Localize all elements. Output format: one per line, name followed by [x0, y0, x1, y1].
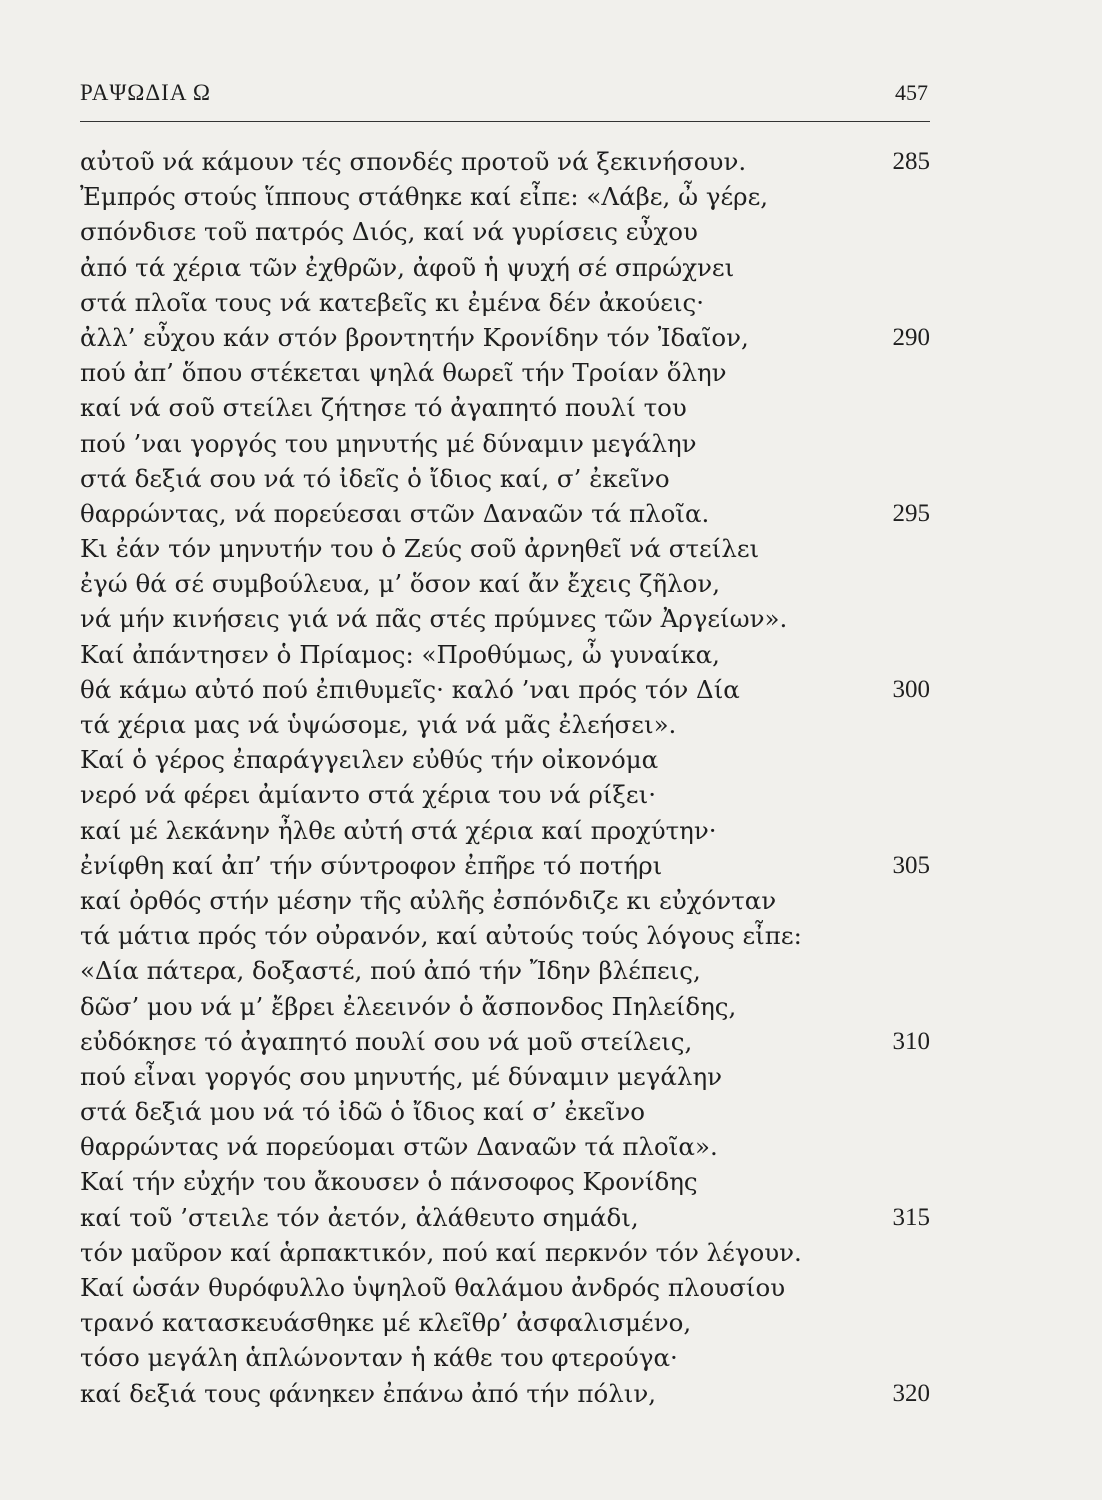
verse-text: καί μέ λεκάνην ἦλθε αὐτή στά χέρια καί προχύτην·	[80, 815, 717, 845]
verse-text: δῶσ’ μου νά μ’ ἔβρει ἐλεεινόν ὁ ἄσπονδος Πηλείδης,	[80, 991, 737, 1021]
line-number: 300	[892, 675, 930, 703]
verse-line	[80, 1164, 940, 1199]
verse-line	[80, 742, 940, 777]
verse-text: στά δεξιά σου νά τό ἰδεῖς ὁ ἴδιος καί, σ’ ἐκεῖνο	[80, 463, 670, 493]
verse-text: θά κάμω αὐτό πού ἐπιθυμεῖς· καλό ’ναι πρός τόν Δία	[80, 674, 740, 704]
verse-line	[80, 707, 940, 742]
verse-text: στά δεξιά μου νά τό ἰδῶ ὁ ἴδιος καί σ’ ἐκεῖνο	[80, 1097, 645, 1127]
verse-line	[80, 813, 940, 848]
verse-line	[80, 1200, 940, 1235]
verse-text: πού ἀπ’ ὅπου στέκεται ψηλά θωρεῖ τήν Τροίαν ὅλην	[80, 358, 727, 388]
verse-line	[80, 390, 940, 425]
verse-text: Καί ὁ γέρος ἐπαράγγειλεν εὐθύς τήν οἰκονόμα	[80, 745, 659, 775]
verse-line	[80, 461, 940, 496]
line-number: 295	[892, 499, 930, 527]
verse-text: Καί ὡσάν θυρόφυλλο ὑψηλοῦ θαλάμου ἀνδρός πλουσίου	[80, 1273, 786, 1302]
line-number: 290	[892, 323, 930, 351]
verse-line	[80, 1376, 940, 1411]
verse-line	[80, 1059, 940, 1094]
verse-text: πού εἶναι γοργός σου μηνυτής, μέ δύναμιν μεγάλην	[80, 1061, 723, 1091]
verse-line	[80, 1340, 940, 1375]
verse-line	[80, 672, 940, 707]
verse-text: τά μάτια πρός τόν οὐρανόν, καί αὐτούς τούς λόγους εἶπε:	[80, 921, 802, 951]
verse-text: τρανό κατασκευάσθηκε μέ κλεῖθρ’ ἀσφαλισμένο,	[80, 1308, 692, 1338]
verse-line	[80, 953, 940, 988]
verse-text: τά χέρια μας νά ὑψώσομε, γιά νά μᾶς ἐλεήσει».	[80, 710, 677, 739]
verse-line	[80, 1235, 940, 1270]
line-number: 285	[892, 148, 930, 175]
verse-text: «Δία πάτερα, δοξαστέ, πού ἀπό τήν Ἴδην βλέπεις,	[80, 956, 701, 986]
verse-line	[80, 883, 940, 918]
line-number: 315	[892, 1203, 930, 1231]
line-number: 310	[892, 1027, 930, 1055]
verse-line	[80, 1024, 940, 1059]
verse-list	[80, 144, 940, 1411]
verse-text: Κι ἐάν τόν μηνυτήν του ὁ Ζεύς σοῦ ἀρνηθεῖ νά στείλει	[80, 534, 760, 564]
verse-text: στά πλοῖα τους νά κατεβεῖς κι ἐμένα δέν ἀκούεις·	[80, 287, 705, 317]
verse-text: πού ’ναι γοργός του μηνυτής μέ δύναμιν μεγάλην	[80, 428, 697, 458]
verse-line	[80, 601, 940, 636]
line-number: 320	[892, 1379, 930, 1407]
verse-line	[80, 320, 940, 355]
verse-line	[80, 637, 940, 672]
verse-text: θαρρώντας, νά πορεύεσαι στῶν Δαναῶν τά πλοῖα.	[80, 498, 710, 528]
verse-text: θαρρώντας νά πορεύομαι στῶν Δαναῶν τά πλοῖα».	[80, 1132, 718, 1162]
verse-text: Καί τήν εὐχήν του ἄκουσεν ὁ πάνσοφος Κρονίδης	[80, 1167, 698, 1197]
verse-text: ἐγώ θά σέ συμβούλευα, μ’ ὅσον καί ἄν ἔχεις ζῆλον,	[80, 569, 721, 599]
verse-line	[80, 214, 940, 249]
verse-text: ἐνίφθη καί ἀπ’ τήν σύντροφον ἐπῆρε τό ποτήρι	[80, 850, 663, 880]
verse-text: αὐτοῦ νά κάμουν τές σπονδές προτοῦ νά ξεκινήσουν.	[80, 147, 747, 176]
header-rule	[80, 121, 930, 122]
verse-text: Ἐμπρός στούς ἵππους στάθηκε καί εἶπε: «Λάβε, ὦ γέρε,	[80, 182, 769, 212]
verse-line	[80, 566, 940, 601]
line-number: 305	[892, 851, 930, 879]
verse-text: καί ὀρθός στήν μέσην τῆς αὐλῆς ἐσπόνδιζε κι εὐχόνταν	[80, 885, 777, 915]
verse-line	[80, 144, 940, 179]
verse-text: καί τοῦ ’στειλε τόν ἀετόν, ἀλάθευτο σημάδι,	[80, 1202, 639, 1232]
page-header	[80, 76, 928, 116]
verse-text: νερό νά φέρει ἀμίαντο στά χέρια του νά ρίξει·	[80, 780, 656, 810]
verse-line	[80, 1305, 940, 1340]
verse-line	[80, 250, 940, 285]
verse-line	[80, 989, 940, 1024]
verse-text: νά μήν κινήσεις γιά νά πᾶς στές πρύμνες τῶν Ἀργείων».	[80, 604, 788, 634]
verse-line	[80, 777, 940, 812]
page-number: 457	[895, 80, 928, 105]
verse-text: καί δεξιά τους φάνηκεν ἐπάνω ἀπό τήν πόλιν,	[80, 1378, 657, 1408]
verse-text: τόν μαῦρον καί ἁρπακτικόν, πού καί περκνόν τόν λέγουν.	[80, 1237, 802, 1267]
verse-line	[80, 531, 940, 566]
verse-line	[80, 1094, 940, 1129]
running-head: ΡΑΨΩΔΙΑ Ω	[80, 80, 212, 105]
verse-text: τόσο μεγάλη ἁπλώνονταν ἡ κάθε του φτερούγα·	[80, 1343, 678, 1373]
verse-line	[80, 285, 940, 320]
verse-line	[80, 848, 940, 883]
verse-line	[80, 496, 940, 531]
verse-text: σπόνδισε τοῦ πατρός Διός, καί νά γυρίσεις εὖχου	[80, 217, 698, 247]
verse-line	[80, 355, 940, 390]
verse-text: ἀπό τά χέρια τῶν ἐχθρῶν, ἀφοῦ ἡ ψυχή σέ σπρώχνει	[80, 252, 735, 282]
verse-text: Καί ἀπάντησεν ὁ Πρίαμος: «Προθύμως, ὦ γυναίκα,	[80, 639, 720, 669]
verse-text: εὐδόκησε τό ἀγαπητό πουλί σου νά μοῦ στείλεις,	[80, 1026, 693, 1056]
verse-line	[80, 1129, 940, 1164]
verse-line	[80, 426, 940, 461]
verse-line	[80, 1270, 940, 1305]
verse-line	[80, 179, 940, 214]
verse-text: ἀλλ’ εὖχου κάν στόν βροντητήν Κρονίδην τόν Ἰδαῖον,	[80, 322, 749, 352]
verse-line	[80, 918, 940, 953]
verse-text: καί νά σοῦ στείλει ζήτησε τό ἀγαπητό πουλί του	[80, 393, 687, 423]
